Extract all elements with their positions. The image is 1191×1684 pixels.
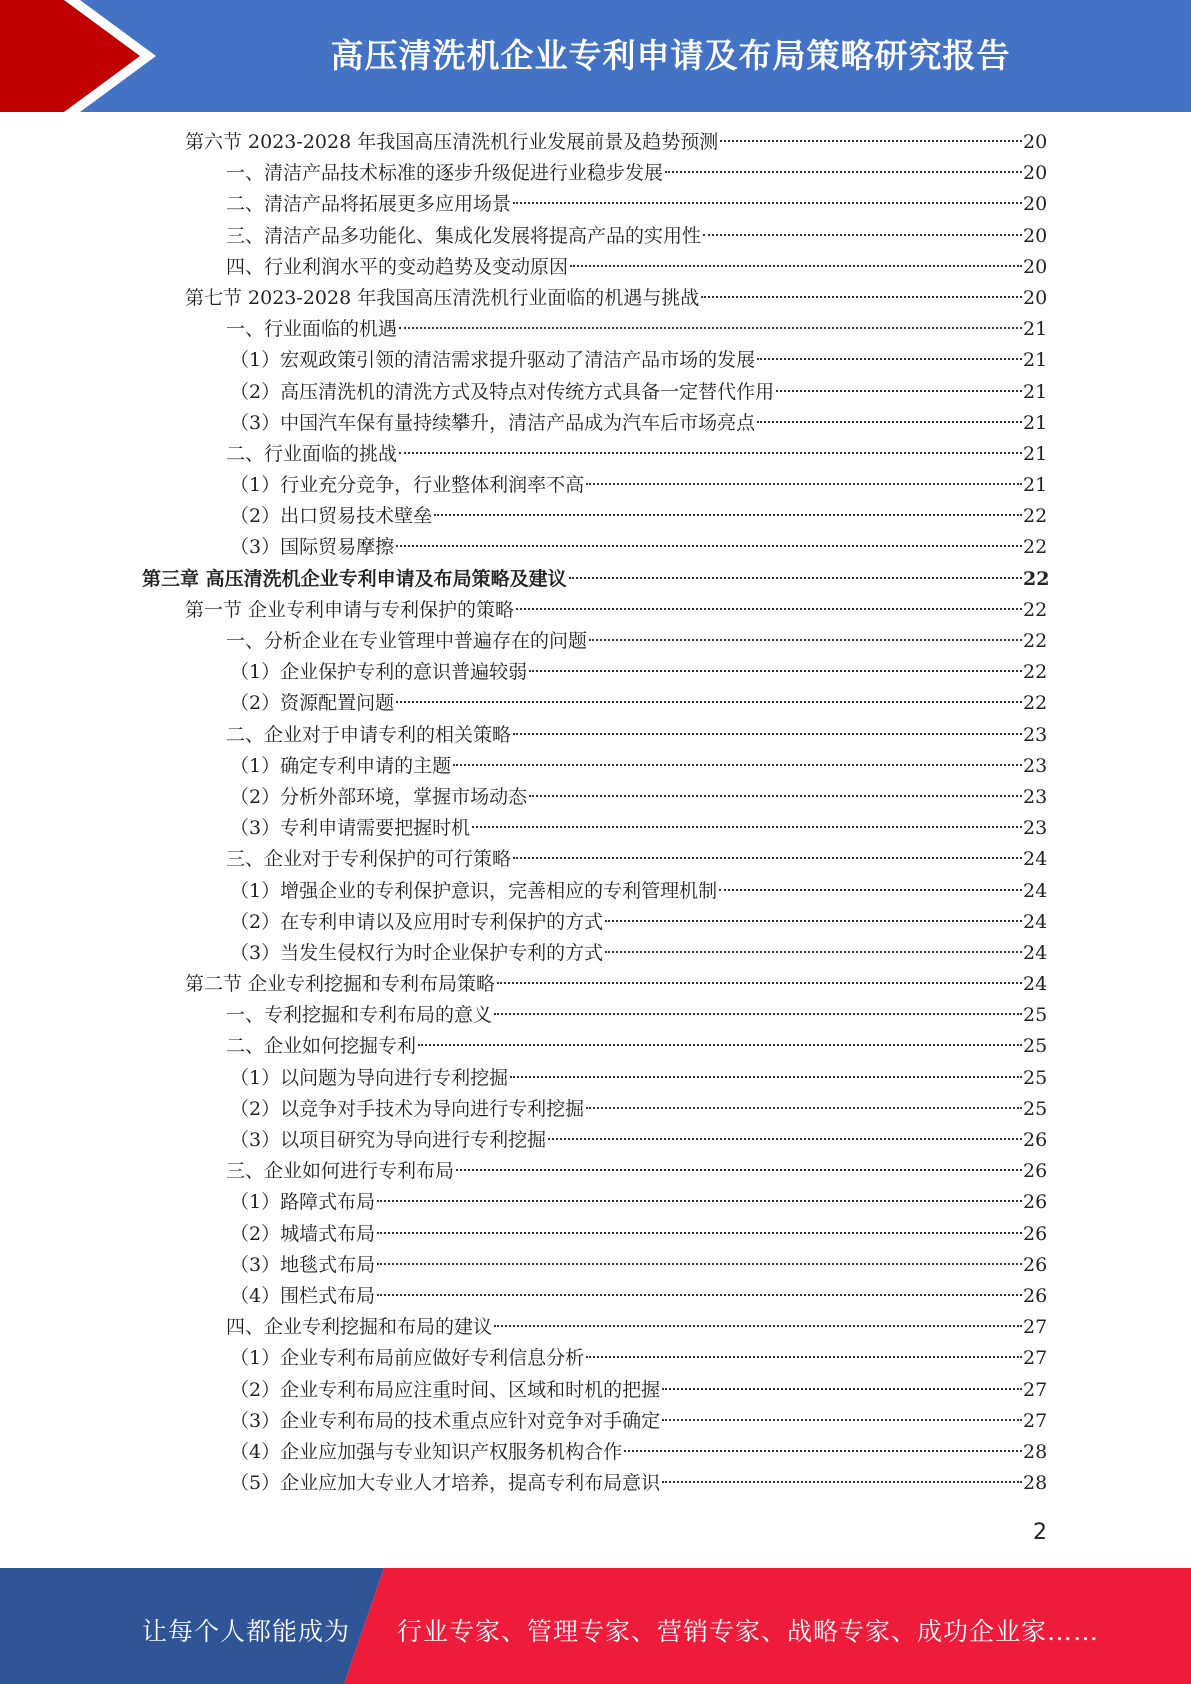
toc-dot-leader <box>605 951 1022 953</box>
toc-dot-leader <box>377 1263 1022 1265</box>
toc-entry-sub[interactable] <box>230 1219 1047 1250</box>
toc-entry-title: （2）在专利申请以及应用时专利保护的方式 <box>230 910 604 933</box>
toc-entry-title: （2）企业专利布局应注重时间、区域和时机的把握 <box>230 1378 661 1401</box>
toc-entry-title: （4）企业应加强与专业知识产权服务机构合作 <box>230 1440 623 1463</box>
toc-dot-leader <box>720 140 1022 142</box>
toc-entry-page: 20 <box>1023 131 1048 153</box>
toc-entry-title: （2）资源配置问题 <box>230 692 395 715</box>
toc-entry-title: （3）当发生侵权行为时企业保护专利的方式 <box>230 941 604 964</box>
toc-entry-sub[interactable] <box>230 813 1047 844</box>
toc-dot-leader <box>589 639 1022 641</box>
toc-dot-leader <box>513 857 1022 859</box>
toc-entry-title: 一、清洁产品技术标准的逐步升级促进行业稳步发展 <box>226 162 664 185</box>
toc-entry-sub[interactable] <box>230 688 1047 719</box>
toc-entry-title: 第一节 企业专利申请与专利保护的策略 <box>185 598 515 621</box>
toc-entry-page: 22 <box>1023 630 1048 652</box>
toc-entry-item[interactable] <box>226 314 1047 345</box>
toc-entry-page: 28 <box>1023 1472 1048 1495</box>
toc-entry-sub[interactable] <box>230 1094 1047 1125</box>
toc-entry-page: 20 <box>1023 193 1048 216</box>
toc-dot-leader <box>570 265 1022 267</box>
toc-dot-leader <box>377 1200 1022 1202</box>
toc-entry-sub[interactable] <box>230 470 1047 501</box>
page-footer <box>0 1568 1191 1684</box>
toc-dot-leader <box>396 701 1022 703</box>
toc-dot-leader <box>472 826 1022 828</box>
toc-entry-title: （2）分析外部环境，掌握市场动态 <box>230 785 528 808</box>
toc-entry-title: （4）围栏式布局 <box>230 1284 376 1307</box>
toc-entry-item[interactable] <box>226 720 1047 751</box>
toc-entry-sub[interactable] <box>230 1125 1047 1156</box>
toc-entry-page: 22 <box>1023 567 1050 590</box>
toc-entry-title: （1）增强企业的专利保护意识，完善相应的专利管理机制 <box>230 879 718 902</box>
toc-dot-leader <box>396 545 1022 547</box>
toc-entry-section[interactable] <box>185 283 1047 314</box>
toc-dot-leader <box>516 608 1022 610</box>
toc-dot-leader <box>662 1388 1022 1390</box>
toc-dot-leader <box>776 390 1022 392</box>
toc-dot-leader <box>377 1294 1022 1296</box>
toc-dot-leader <box>399 452 1022 454</box>
toc-entry-sub[interactable] <box>230 1437 1047 1468</box>
toc-entry-sub[interactable] <box>230 1281 1047 1312</box>
toc-entry-title: 一、专利挖掘和专利布局的意义 <box>226 1004 493 1027</box>
toc-entry-title: （3）地毯式布局 <box>230 1253 376 1276</box>
toc-dot-leader <box>586 1356 1022 1358</box>
toc-dot-leader <box>548 1138 1022 1140</box>
toc-entry-sub[interactable] <box>230 532 1047 563</box>
toc-dot-leader <box>418 1044 1022 1046</box>
toc-entry-sub[interactable] <box>230 657 1047 688</box>
toc-entry-page: 27 <box>1023 1316 1048 1339</box>
toc-entry-title: （3）以项目研究为导向进行专利挖掘 <box>230 1129 547 1151</box>
toc-entry-sub[interactable] <box>230 1468 1047 1499</box>
toc-entry-page: 26 <box>1023 1129 1048 1151</box>
toc-entry-page: 26 <box>1023 1160 1048 1183</box>
toc-entry-sub[interactable] <box>230 501 1047 532</box>
toc-entry-item[interactable] <box>226 189 1047 220</box>
toc-entry-page: 27 <box>1023 1347 1048 1370</box>
toc-entry-sub[interactable] <box>230 1187 1047 1218</box>
toc-entry-title: 二、企业对于申请专利的相关策略 <box>226 723 512 746</box>
toc-entry-title: 二、清洁产品将拓展更多应用场景 <box>226 193 512 216</box>
toc-entry-item[interactable] <box>226 1156 1047 1187</box>
toc-entry-sub[interactable] <box>230 938 1047 969</box>
toc-dot-leader <box>569 577 1022 579</box>
page-number: 2 <box>1033 1520 1047 1545</box>
toc-entry-page: 27 <box>1023 1409 1048 1432</box>
toc-entry-sub[interactable] <box>230 377 1047 408</box>
toc-entry-item[interactable] <box>226 844 1047 875</box>
toc-dot-leader <box>586 1107 1022 1109</box>
toc-entry-page: 26 <box>1023 1253 1048 1276</box>
toc-dot-leader <box>757 421 1022 423</box>
toc-entry-page: 21 <box>1023 380 1048 403</box>
toc-entry-title: 第二节 企业专利挖掘和专利布局策略 <box>185 973 496 996</box>
toc-entry-page: 25 <box>1023 1004 1048 1027</box>
toc-entry-title: 四、企业专利挖掘和布局的建议 <box>226 1316 493 1339</box>
toc-entry-section[interactable] <box>185 969 1047 1000</box>
footer-slogan-right: 行业专家、管理专家、营销专家、战略专家、成功企业家…… <box>397 1617 1100 1646</box>
toc-entry-section[interactable] <box>185 595 1047 626</box>
toc-entry-page: 25 <box>1023 1066 1048 1089</box>
toc-dot-leader <box>453 764 1022 766</box>
toc-entry-item[interactable] <box>226 158 1047 189</box>
toc-dot-leader <box>456 1169 1022 1171</box>
toc-entry-page: 24 <box>1023 973 1048 996</box>
toc-entry-title: （2）城墙式布局 <box>230 1222 376 1245</box>
toc-entry-title: 一、行业面临的机遇 <box>226 318 398 341</box>
toc-dot-leader <box>529 795 1022 797</box>
report-title: 高压清洗机企业专利申请及布局策略研究报告 <box>330 36 1011 75</box>
toc-entry-sub[interactable] <box>230 907 1047 938</box>
toc-dot-leader <box>510 1076 1022 1078</box>
toc-entry-item[interactable] <box>226 1000 1047 1031</box>
toc-entry-page: 24 <box>1023 910 1048 933</box>
toc-entry-title: （2）高压清洗机的清洗方式及特点对传统方式具备一定替代作用 <box>230 380 775 403</box>
toc-dot-leader <box>494 1013 1022 1015</box>
toc-entry-title: 四、行业利润水平的变动趋势及变动原因 <box>226 255 569 278</box>
toc-entry-page: 22 <box>1023 598 1048 621</box>
toc-entry-title: 一、分析企业在专业管理中普遍存在的问题 <box>226 630 588 652</box>
toc-entry-title: （3）国际贸易摩擦 <box>230 536 395 559</box>
toc-entry-page: 22 <box>1023 692 1048 715</box>
toc-entry-page: 24 <box>1023 848 1048 871</box>
toc-entry-title: 三、清洁产品多功能化、集成化发展将提高产品的实用性 <box>226 224 702 247</box>
footer-slogan-left: 让每个人都能成为 <box>142 1617 351 1646</box>
toc-entry-page: 24 <box>1023 879 1048 902</box>
toc-entry-page: 26 <box>1023 1284 1048 1307</box>
toc-entry-title: （1）路障式布局 <box>230 1191 376 1214</box>
toc-dot-leader <box>605 920 1022 922</box>
toc-entry-item[interactable] <box>226 1312 1047 1343</box>
toc-entry-title: （5）企业应加大专业人才培养，提高专利布局意识 <box>230 1472 661 1495</box>
toc-entry-page: 25 <box>1023 1035 1048 1058</box>
toc-entry-title: （1）宏观政策引领的清洁需求提升驱动了清洁产品市场的发展 <box>230 349 756 372</box>
toc-entry-item[interactable] <box>226 252 1047 283</box>
toc-entry-title: （1）行业充分竞争，行业整体利润率不高 <box>230 474 585 497</box>
header-arrow-decoration <box>0 0 160 112</box>
toc-entry-title: 二、行业面临的挑战 <box>226 442 398 465</box>
toc-dot-leader <box>513 202 1022 204</box>
toc-entry-title: 二、企业如何挖掘专利 <box>226 1035 417 1058</box>
toc-entry-title: （3）专利申请需要把握时机 <box>230 817 471 840</box>
toc-entry-page: 20 <box>1023 162 1048 185</box>
toc-dot-leader <box>624 1450 1022 1452</box>
toc-dot-leader <box>586 483 1022 485</box>
toc-entry-item[interactable] <box>226 439 1047 470</box>
toc-entry-page: 22 <box>1023 536 1048 559</box>
toc-entry-sub[interactable] <box>230 1250 1047 1281</box>
toc-entry-sub[interactable] <box>230 1406 1047 1437</box>
toc-entry-sub[interactable] <box>230 751 1047 782</box>
toc-entry-page: 27 <box>1023 1378 1048 1401</box>
toc-entry-page: 20 <box>1023 286 1048 309</box>
toc-entry-page: 26 <box>1023 1191 1048 1214</box>
toc-entry-title: （1）以问题为导向进行专利挖掘 <box>230 1066 509 1089</box>
toc-entry-title: （3）企业专利布局的技术重点应针对竞争对手确定 <box>230 1409 661 1432</box>
toc-entry-sub[interactable] <box>230 345 1047 376</box>
toc-dot-leader <box>529 670 1022 672</box>
toc-dot-leader <box>701 296 1022 298</box>
page-header <box>0 0 1191 112</box>
toc-entry-page: 23 <box>1023 723 1048 746</box>
toc-entry-title: 三、企业对于专利保护的可行策略 <box>226 848 512 871</box>
toc-entry-page: 28 <box>1023 1440 1048 1463</box>
toc-entry-section[interactable] <box>185 127 1047 158</box>
toc-entry-title: （1）企业保护专利的意识普遍较弱 <box>230 661 528 684</box>
toc-entry-title: （1）企业专利布局前应做好专利信息分析 <box>230 1347 585 1370</box>
toc-entry-sub[interactable] <box>230 876 1047 907</box>
toc-entry-page: 21 <box>1023 318 1048 341</box>
toc-entry-sub[interactable] <box>230 1343 1047 1374</box>
toc-entry-title: （2）以竞争对手技术为导向进行专利挖掘 <box>230 1097 585 1120</box>
toc-entry-title: （1）确定专利申请的主题 <box>230 754 452 777</box>
toc-entry-page: 21 <box>1023 411 1048 434</box>
toc-entry-page: 20 <box>1023 255 1048 278</box>
toc-dot-leader <box>719 889 1022 891</box>
toc-entry-item[interactable] <box>226 221 1047 252</box>
toc-entry-chapter[interactable] <box>142 564 1050 595</box>
toc-dot-leader <box>377 1232 1022 1234</box>
toc-dot-leader <box>494 1325 1022 1327</box>
toc-entry-page: 21 <box>1023 442 1048 465</box>
toc-entry-title: 第七节 2023-2028 年我国高压清洗机行业面临的机遇与挑战 <box>185 286 700 309</box>
toc-entry-page: 22 <box>1023 505 1048 528</box>
toc-dot-leader <box>703 234 1022 236</box>
toc-entry-page: 23 <box>1023 817 1048 840</box>
toc-entry-sub[interactable] <box>230 782 1047 813</box>
toc-entry-page: 23 <box>1023 785 1048 808</box>
toc-entry-sub[interactable] <box>230 1063 1047 1094</box>
toc-entry-page: 25 <box>1023 1097 1048 1120</box>
toc-entry-page: 24 <box>1023 941 1048 964</box>
toc-dot-leader <box>513 733 1022 735</box>
toc-dot-leader <box>662 1481 1022 1483</box>
toc-entry-sub[interactable] <box>230 408 1047 439</box>
toc-dot-leader <box>399 327 1022 329</box>
toc-dot-leader <box>665 171 1022 173</box>
toc-entry-page: 21 <box>1023 349 1048 372</box>
toc-dot-leader <box>434 514 1022 516</box>
toc-entry-item[interactable] <box>226 626 1047 657</box>
toc-entry-page: 26 <box>1023 1222 1048 1245</box>
toc-entry-page: 22 <box>1023 661 1048 684</box>
toc-entry-title: （2）出口贸易技术壁垒 <box>230 505 433 528</box>
toc-entry-item[interactable] <box>226 1031 1047 1062</box>
toc-entry-page: 21 <box>1023 474 1048 497</box>
table-of-contents <box>0 127 1191 1499</box>
toc-dot-leader <box>497 982 1022 984</box>
toc-entry-title: 第六节 2023-2028 年我国高压清洗机行业发展前景及趋势预测 <box>185 131 719 153</box>
toc-dot-leader <box>757 358 1022 360</box>
toc-entry-title: 三、企业如何进行专利布局 <box>226 1160 455 1183</box>
toc-entry-page: 23 <box>1023 754 1048 777</box>
toc-entry-sub[interactable] <box>230 1375 1047 1406</box>
toc-dot-leader <box>662 1419 1022 1421</box>
toc-entry-title: （3）中国汽车保有量持续攀升，清洁产品成为汽车后市场亮点 <box>230 411 756 434</box>
toc-entry-title: 第三章 高压清洗机企业专利申请及布局策略及建议 <box>142 567 567 590</box>
toc-entry-page: 20 <box>1023 224 1048 247</box>
